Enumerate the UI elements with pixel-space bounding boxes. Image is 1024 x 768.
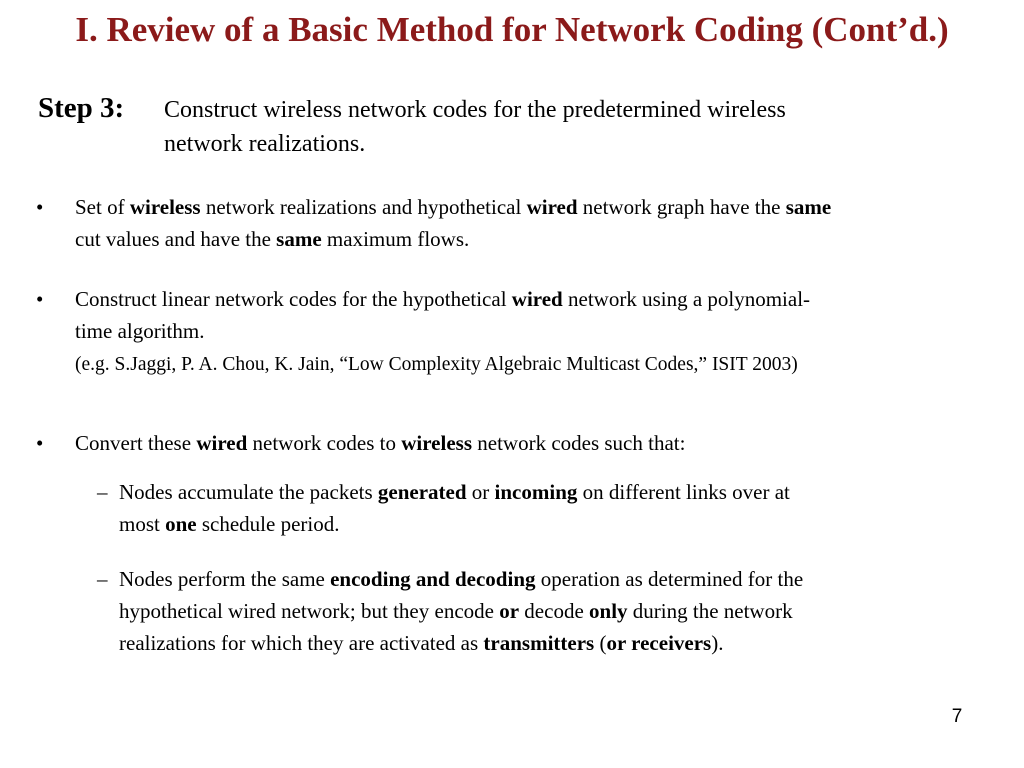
text-segment: or — [466, 480, 495, 504]
dash-marker: – — [97, 480, 108, 504]
text-segment: decode — [519, 599, 590, 623]
emphasized-text: same — [276, 227, 322, 251]
bullet-item — [75, 283, 1015, 347]
sub-bullet-item — [119, 476, 999, 540]
bullet-marker: • — [36, 195, 44, 219]
dash-marker: – — [97, 567, 108, 591]
sub-bullet-line — [119, 563, 999, 595]
slide-title: I. Review of a Basic Method for Network Coding (Cont’d.) — [75, 10, 949, 49]
emphasized-text: or — [499, 599, 520, 623]
text-segment: network graph have the — [577, 195, 786, 219]
emphasized-text: encoding and decoding — [330, 567, 536, 591]
bullet-item — [75, 427, 1015, 459]
text-segment: network using a polynomial- — [562, 287, 811, 311]
emphasized-text: incoming — [494, 480, 578, 504]
emphasized-text: wired — [511, 287, 563, 311]
citation-reference: (e.g. S.Jaggi, P. A. Chou, K. Jain, “Low Complexity Algebraic Multicast Codes,” ISIT 2003) — [75, 354, 798, 375]
page-number: 7 — [951, 706, 963, 727]
step-description-line-1: Construct wireless network codes for the predetermined wireless — [164, 97, 786, 123]
text-segment: ). — [711, 631, 724, 655]
text-segment: network realizations and hypothetical — [200, 195, 527, 219]
emphasized-text: generated — [377, 480, 467, 504]
text-segment: time algorithm. — [75, 319, 205, 343]
bullet-line — [75, 191, 1015, 223]
emphasized-text: or receivers — [606, 631, 712, 655]
sub-bullet-item — [119, 563, 999, 659]
text-segment: hypothetical wired network; but they encode — [119, 599, 500, 623]
bullet-line — [75, 315, 1015, 347]
text-segment: realizations for which they are activated as — [119, 631, 484, 655]
emphasized-text: wired — [196, 431, 248, 455]
text-segment: schedule period. — [196, 512, 340, 536]
sub-bullet-line — [119, 627, 999, 659]
bullet-item — [75, 191, 1015, 255]
emphasized-text: only — [589, 599, 628, 623]
text-segment: ( — [594, 631, 607, 655]
text-segment: maximum flows. — [321, 227, 470, 251]
emphasized-text: wired — [526, 195, 578, 219]
text-segment: Construct linear network codes for the hypothetical — [75, 287, 512, 311]
text-segment: network codes to — [247, 431, 402, 455]
step-label: Step 3: — [38, 92, 125, 124]
bullet-marker: • — [36, 431, 44, 455]
text-segment: network codes such that: — [472, 431, 686, 455]
text-segment: cut values and have the — [75, 227, 277, 251]
bullet-line — [75, 427, 1015, 459]
bullet-marker: • — [36, 287, 44, 311]
text-segment: Convert these — [75, 431, 197, 455]
sub-bullet-line — [119, 508, 999, 540]
text-segment: during the network — [627, 599, 793, 623]
text-segment: Nodes perform the same — [119, 567, 331, 591]
emphasized-text: same — [785, 195, 832, 219]
text-segment: most — [119, 512, 166, 536]
sub-bullet-line — [119, 476, 999, 508]
emphasized-text: transmitters — [483, 631, 595, 655]
step-description-line-2: network realizations. — [164, 131, 366, 157]
text-segment: operation as determined for the — [535, 567, 804, 591]
step-heading — [38, 92, 998, 157]
sub-bullet-line — [119, 595, 999, 627]
bullet-line — [75, 283, 1015, 315]
text-segment: Nodes accumulate the packets — [119, 480, 378, 504]
text-segment: Set of — [75, 195, 130, 219]
bullet-line — [75, 223, 1015, 255]
emphasized-text: one — [165, 512, 197, 536]
emphasized-text: wireless — [401, 431, 472, 455]
emphasized-text: wireless — [129, 195, 201, 219]
text-segment: on different links over at — [577, 480, 790, 504]
